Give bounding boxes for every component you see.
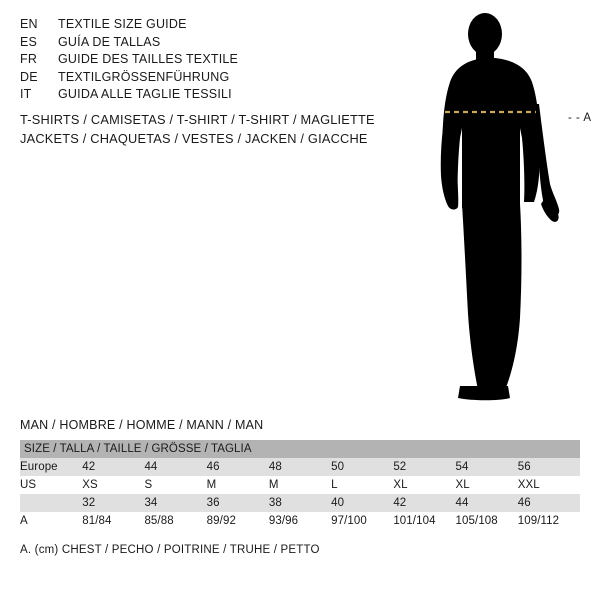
size-table-section	[20, 418, 580, 556]
head-shape	[468, 13, 502, 55]
table-title: MAN / HOMBRE / HOMME / MANN / MAN	[20, 418, 264, 432]
feet-shape	[458, 386, 510, 400]
cell-europe-1: 44	[144, 458, 206, 476]
cell-europe-2: 46	[207, 458, 269, 476]
language-text-en: TEXTILE SIZE GUIDE	[58, 17, 187, 31]
cell-a-1: 85/88	[144, 512, 206, 530]
language-row-en	[20, 16, 380, 34]
table-header-row	[20, 440, 580, 458]
cell-europe-0: 42	[82, 458, 144, 476]
measure-marker-label-a: - - A	[568, 112, 592, 124]
cell-a-4: 97/100	[331, 512, 393, 530]
table-header-label: SIZE / TALLA / TAILLE / GRÖSSE / TAGLIA	[20, 440, 580, 458]
table-row	[20, 494, 580, 512]
cell-numeric-6: 44	[456, 494, 518, 512]
row-label-us: US	[20, 476, 82, 494]
language-code-de: DE	[20, 69, 38, 84]
cell-numeric-7: 46	[518, 494, 580, 512]
cell-a-0: 81/84	[82, 512, 144, 530]
language-header-block	[20, 16, 380, 104]
language-code-fr: FR	[20, 52, 38, 66]
language-code-it: IT	[20, 87, 32, 101]
cell-numeric-3: 38	[269, 494, 331, 512]
product-line-tshirts: T-SHIRTS / CAMISETAS / T-SHIRT / T-SHIRT / MAGLIETTE	[20, 112, 375, 127]
cell-numeric-5: 42	[393, 494, 455, 512]
table-row	[20, 476, 580, 494]
cell-a-2: 89/92	[207, 512, 269, 530]
language-row-es	[20, 34, 380, 52]
cell-us-3: M	[269, 476, 331, 494]
table-row	[20, 458, 580, 476]
language-text-de: TEXTILGRÖSSENFÜHRUNG	[58, 69, 230, 84]
row-label-europe: Europe	[20, 458, 82, 476]
cell-a-6: 105/108	[456, 512, 518, 530]
cell-a-5: 101/104	[393, 512, 455, 530]
cell-a-3: 93/96	[269, 512, 331, 530]
cell-europe-7: 56	[518, 458, 580, 476]
legs-shape	[462, 204, 522, 390]
product-type-block	[20, 110, 420, 148]
cell-numeric-0: 32	[82, 494, 144, 512]
cell-us-5: XL	[393, 476, 455, 494]
language-text-es: GUÍA DE TALLAS	[58, 34, 161, 49]
silhouette-svg	[400, 8, 600, 408]
cell-numeric-2: 36	[207, 494, 269, 512]
language-text-it: GUIDA ALLE TAGLIE TESSILI	[58, 87, 232, 101]
cell-us-1: S	[144, 476, 206, 494]
row-label-a: A	[20, 512, 82, 530]
language-text-fr: GUIDE DES TAILLES TEXTILE	[58, 52, 239, 66]
language-row-fr	[20, 51, 380, 69]
cell-a-7: 109/112	[518, 512, 580, 530]
table-row	[20, 512, 580, 530]
cell-us-0: XS	[82, 476, 144, 494]
size-table	[20, 440, 580, 530]
body-silhouette-figure	[400, 8, 600, 408]
language-row-it	[20, 86, 380, 104]
cell-europe-4: 50	[331, 458, 393, 476]
cell-numeric-4: 40	[331, 494, 393, 512]
cell-europe-3: 48	[269, 458, 331, 476]
table-footnote: A. (cm) CHEST / PECHO / POITRINE / TRUHE / PETTO	[20, 544, 320, 556]
cell-us-2: M	[207, 476, 269, 494]
cell-us-7: XXL	[518, 476, 580, 494]
language-row-de	[20, 69, 380, 87]
cell-europe-6: 54	[456, 458, 518, 476]
product-line-jackets: JACKETS / CHAQUETAS / VESTES / JACKEN / GIACCHE	[20, 131, 368, 146]
language-code-es: ES	[20, 34, 38, 49]
cell-us-6: XL	[456, 476, 518, 494]
cell-europe-5: 52	[393, 458, 455, 476]
cell-us-4: L	[331, 476, 393, 494]
cell-numeric-1: 34	[144, 494, 206, 512]
row-label-numeric	[20, 494, 82, 512]
language-code-en: EN	[20, 17, 38, 31]
